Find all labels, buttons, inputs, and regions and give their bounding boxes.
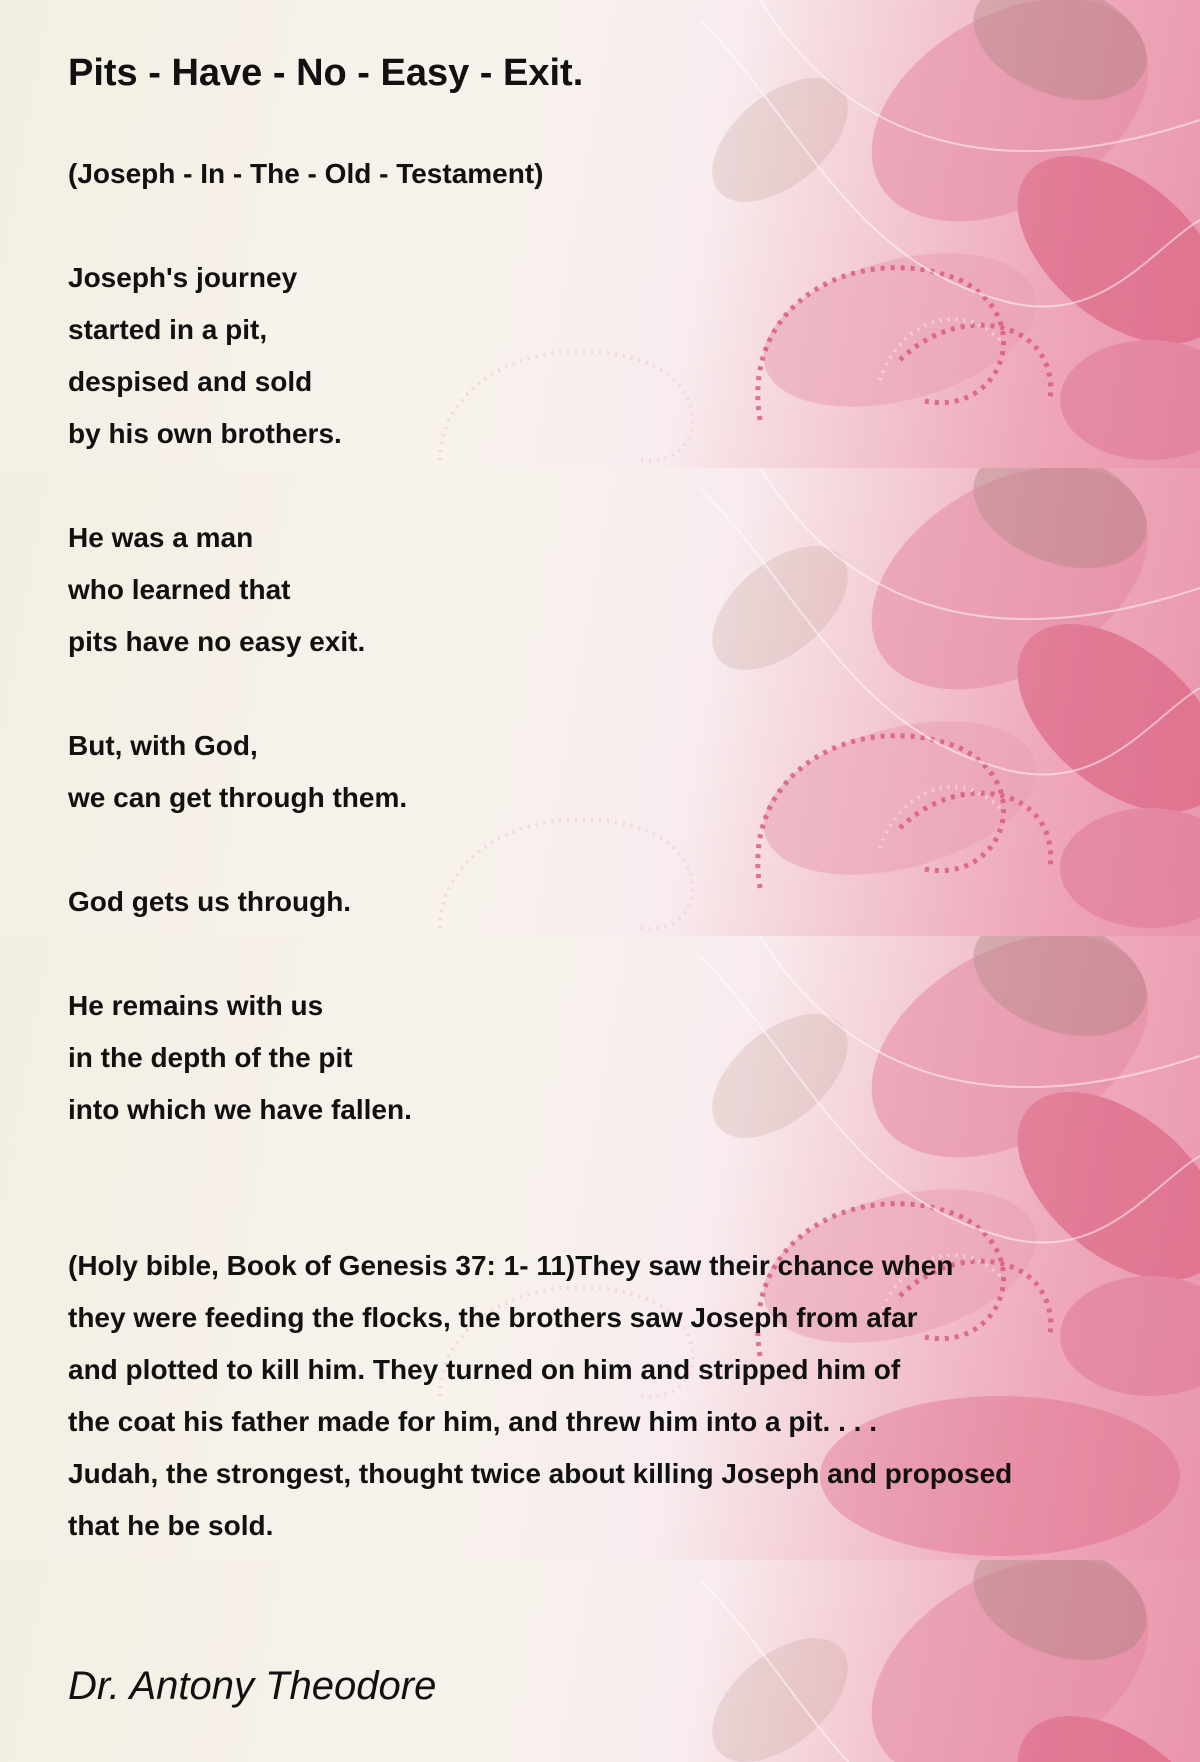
poem-note-line: they were feeding the flocks, the brothers saw Joseph from afar: [68, 1302, 918, 1333]
poem-line: despised and sold: [68, 366, 313, 397]
poem-line: pits have no easy exit.: [68, 626, 366, 657]
poem-line: God gets us through.: [68, 886, 352, 917]
poem-line: in the depth of the pit: [68, 1042, 353, 1073]
poem-line: we can get through them.: [68, 782, 408, 813]
poem-line: by his own brothers.: [68, 418, 342, 449]
poem-note-line: and plotted to kill him. They turned on him and stripped him of: [68, 1354, 901, 1385]
poem-line: who learned that: [68, 574, 291, 605]
poem-note-line: Judah, the strongest, thought twice about killing Joseph and proposed: [68, 1458, 1013, 1489]
poem-line: into which we have fallen.: [68, 1094, 412, 1125]
poem-author: Dr. Antony Theodore: [68, 1664, 437, 1708]
poem-line: But, with God,: [68, 730, 258, 761]
poem-line: started in a pit,: [68, 314, 268, 345]
poem-title: Pits - Have - No - Easy - Exit.: [68, 52, 584, 94]
poem-line: Joseph's journey: [68, 262, 298, 293]
background-tile-4: [0, 1560, 1200, 1762]
poem-subtitle: (Joseph - In - The - Old - Testament): [68, 158, 544, 189]
poem-line: He remains with us: [68, 990, 324, 1021]
poem-note-line: (Holy bible, Book of Genesis 37: 1- 11)They saw their chance when: [68, 1250, 954, 1281]
poem-line: He was a man: [68, 522, 254, 553]
poem-note-line: the coat his father made for him, and threw him into a pit. . . .: [68, 1406, 877, 1437]
poem-note-line: that he be sold.: [68, 1510, 274, 1541]
floral-decoration: [0, 1560, 1200, 1762]
